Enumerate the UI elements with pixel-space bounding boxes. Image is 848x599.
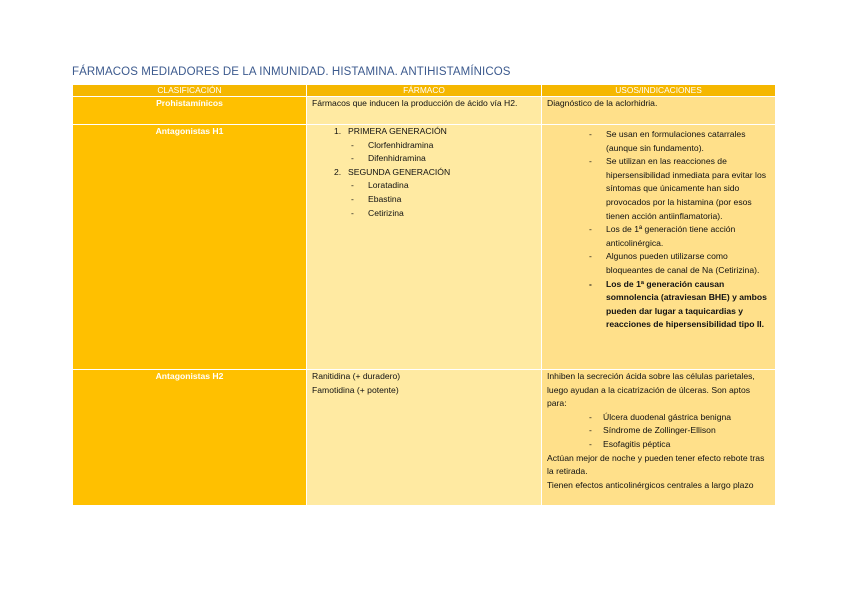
list-item: - Algunos pueden utilizarse como bloqueantes de canal de Na (Cetirizina). bbox=[589, 251, 760, 275]
usos-intro: Inhiben la secreción ácida sobre las células parietales, luego ayudan a la cicatrización de úlceras. Son aptos para: bbox=[547, 371, 755, 409]
list-item: - Úlcera duodenal gástrica benigna bbox=[589, 411, 732, 422]
cell-clasificacion: Antagonistas H2 bbox=[73, 370, 307, 506]
list-item: - Síndrome de Zollinger-Ellison bbox=[589, 425, 716, 436]
cell-clasificacion: Prohistamínicos bbox=[73, 97, 307, 125]
list-item: - Se utilizan en las reacciones de hipersensibilidad inmediata para evitar los síntomas que únicamente han sido provocados por la histamina (por esos tienen acción antiinflamatoria). bbox=[589, 156, 767, 221]
cell-usos bbox=[542, 125, 776, 370]
cell-farmaco bbox=[307, 125, 542, 370]
cell-farmaco: Fármacos que inducen la producción de ácido vía H2. bbox=[307, 97, 542, 125]
generation-label: PRIMERA GENERACIÓN bbox=[348, 126, 447, 136]
list-item: - Se usan en formulaciones catarrales (aunque sin fundamento). bbox=[589, 129, 746, 153]
cell-farmaco bbox=[307, 370, 542, 506]
table-row-h2 bbox=[73, 370, 776, 506]
list-item: - Ebastina bbox=[351, 193, 402, 204]
generation-item: 1. PRIMERA GENERACIÓN bbox=[312, 125, 536, 139]
list-item: - Clorfenhidramina bbox=[351, 139, 434, 150]
table-row-prohistaminicos bbox=[73, 97, 776, 125]
generation-label: SEGUNDA GENERACIÓN bbox=[348, 166, 451, 177]
list-item: - Cetirizina bbox=[351, 207, 404, 218]
list-item: - Esofagitis péptica bbox=[589, 438, 671, 449]
drug-table bbox=[72, 84, 776, 506]
list-item: - Los de 1ª generación tiene acción anticolinérgica. bbox=[589, 224, 736, 248]
table-header-row bbox=[73, 85, 776, 97]
usos-note: Tienen efectos anticolinérgicos centrales a largo plazo bbox=[547, 479, 754, 490]
list-item: - Los de 1ª generación causan somnolencia (atraviesan BHE) y ambos pueden dar lugar a taquicardias y reacciones de hipersensibilidad tipo II. bbox=[589, 278, 767, 330]
header-farmaco: FÁRMACO bbox=[307, 85, 542, 97]
table-row-h1 bbox=[73, 125, 776, 370]
cell-clasificacion: Antagonistas H1 bbox=[73, 125, 307, 370]
cell-usos: Diagnóstico de la aclorhidria. bbox=[542, 97, 776, 125]
header-clasificacion: CLASIFICACIÓN bbox=[73, 85, 307, 97]
usos-note: Actúan mejor de noche y pueden tener efecto rebote tras la retirada. bbox=[547, 452, 765, 477]
document-title: FÁRMACOS MEDIADORES DE LA INMUNIDAD. HISTAMINA. ANTIHISTAMÍNICOS bbox=[72, 66, 511, 78]
header-usos: USOS/INDICACIONES bbox=[542, 85, 776, 97]
list-item: Famotidina (+ potente) bbox=[312, 384, 399, 395]
list-item: - Loratadina bbox=[351, 180, 409, 191]
list-item: - Difenhidramina bbox=[351, 153, 426, 164]
list-item: Ranitidina (+ duradero) bbox=[312, 371, 401, 381]
cell-usos bbox=[542, 370, 776, 506]
generation-item: 2. SEGUNDA GENERACIÓN bbox=[312, 166, 536, 180]
